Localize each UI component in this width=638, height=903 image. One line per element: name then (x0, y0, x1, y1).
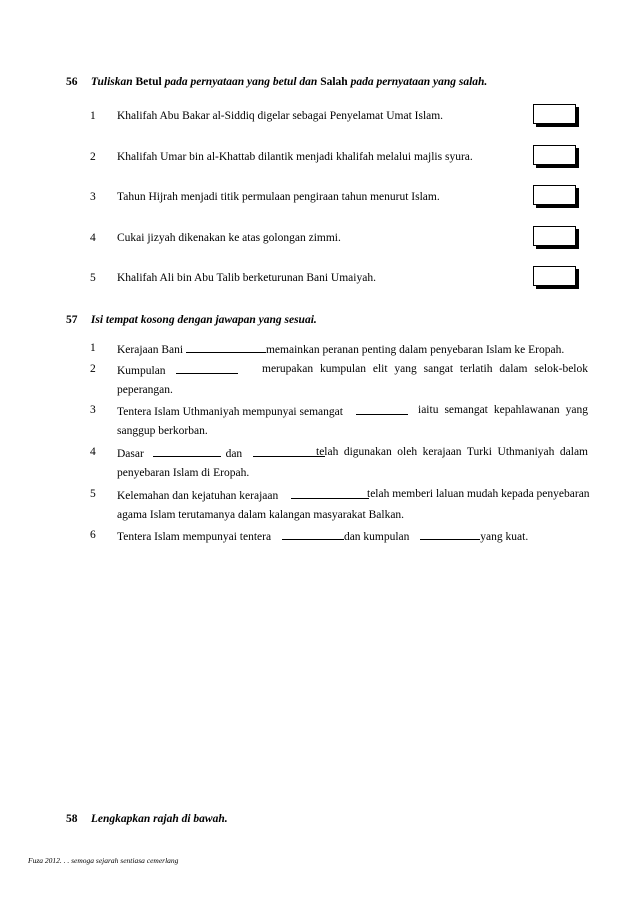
answer-blank[interactable] (176, 363, 238, 374)
answer-box[interactable] (533, 226, 576, 246)
question-number: 58 (66, 813, 78, 825)
answer-box[interactable] (533, 145, 576, 165)
answer-box[interactable] (533, 266, 576, 286)
answer-blank[interactable] (253, 446, 325, 457)
answer-blank[interactable] (356, 404, 408, 415)
fill-blank-item: Kumpulan (117, 363, 238, 377)
statement-text: Khalifah Abu Bakar al-Siddiq digelar sebagai Penyelamat Umat Islam. (117, 110, 444, 122)
statement-text: Khalifah Ali bin Abu Talib berketurunan Bani Umaiyah. (117, 272, 376, 284)
statement-text: Tahun Hijrah menjadi titik permulaan pengiraan tahun menurut Islam. (117, 191, 440, 203)
answer-blank[interactable] (186, 342, 266, 353)
answer-box[interactable] (533, 104, 576, 124)
fill-blank-item: Dasar dan (117, 446, 325, 460)
answer-blank[interactable] (153, 446, 221, 457)
answer-blank[interactable] (291, 488, 369, 499)
fill-blank-item: Kelemahan dan kejatuhan kerajaan (117, 488, 369, 502)
question-57-heading: 57 Isi tempat kosong dengan jawapan yang sesuai. (66, 314, 317, 326)
statement-text: Khalifah Umar bin al-Khattab dilantik menjadi khalifah melalui majlis syura. (117, 151, 473, 163)
answer-blank[interactable] (282, 529, 344, 540)
page-footer: Fuza 2012. . . semoga sejarah sentiasa cemerlang (28, 856, 179, 865)
answer-box[interactable] (533, 185, 576, 205)
answer-blank[interactable] (420, 529, 480, 540)
fill-blank-item: Tentera Islam Uthmaniyah mempunyai semangat (117, 404, 408, 418)
question-56-heading: 56 Tuliskan Betul pada pernyataan yang betul dan Salah pada pernyataan yang salah. (66, 76, 488, 88)
statement-text: Cukai jizyah dikenakan ke atas golongan zimmi. (117, 232, 341, 244)
fill-blank-item: Tentera Islam mempunyai tentera dan kumpulan yang kuat. (117, 531, 529, 543)
question-number: 56 (66, 76, 78, 88)
fill-blank-item: Kerajaan Bani memainkan peranan penting dalam penyebaran Islam ke Eropah. (117, 344, 565, 356)
question-number: 57 (66, 314, 78, 326)
question-58-heading: 58 Lengkapkan rajah di bawah. (66, 813, 228, 825)
